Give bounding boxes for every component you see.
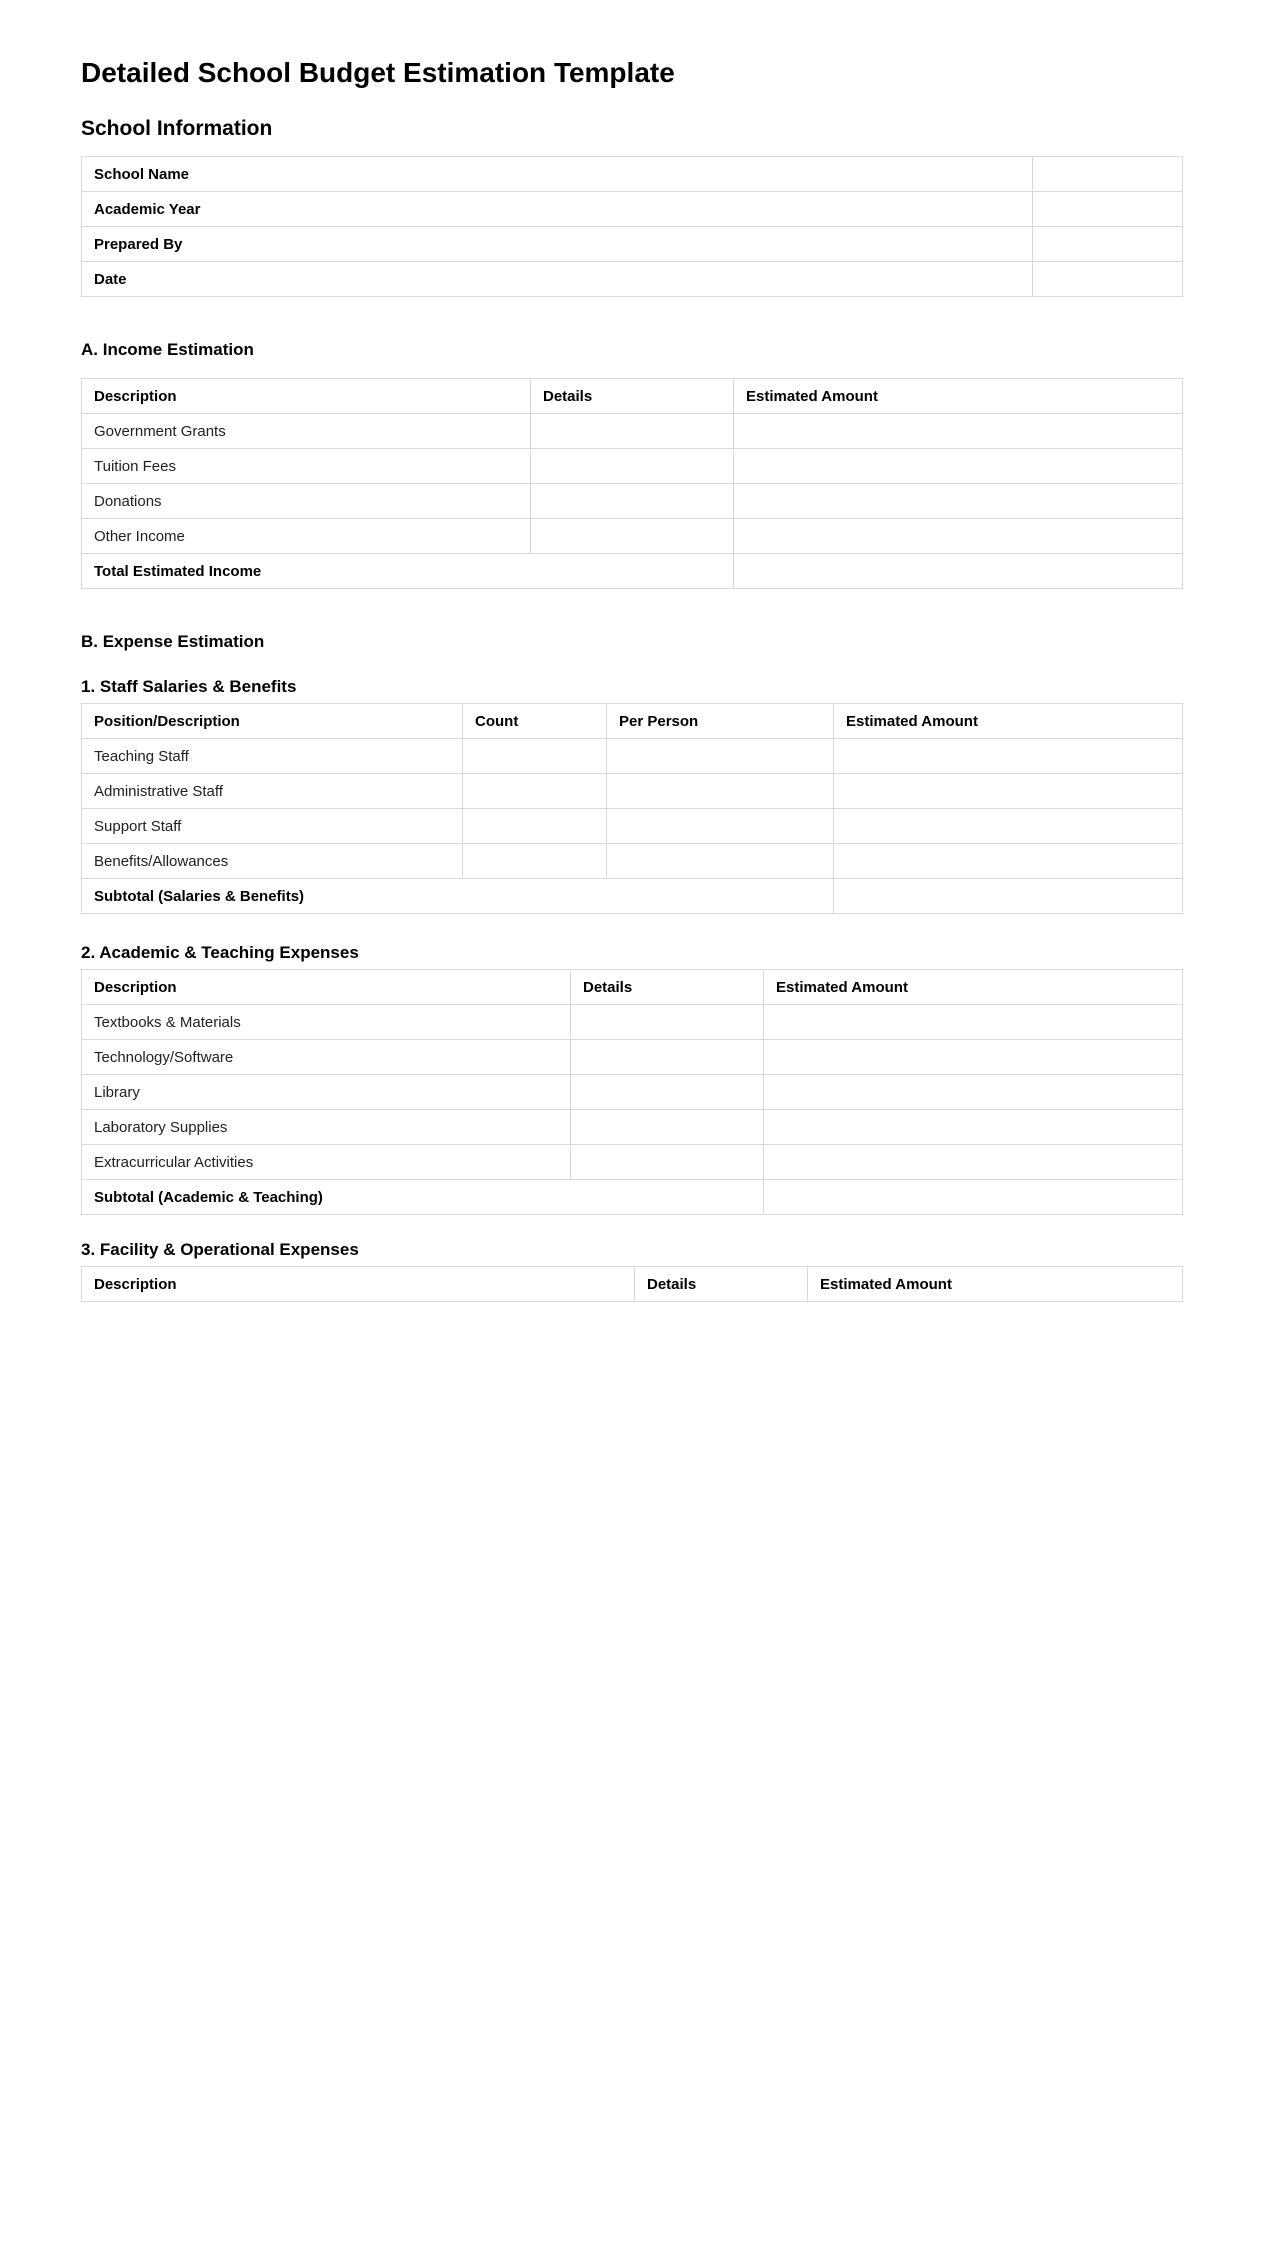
academic-amount-cell[interactable] (764, 1145, 1183, 1180)
table-row (82, 192, 1183, 227)
facility-col-description: Description (82, 1267, 635, 1302)
staff-subtotal-amount-cell[interactable] (834, 879, 1183, 914)
income-col-details: Details (531, 379, 734, 414)
academic-expenses-heading: 2. Academic & Teaching Expenses (81, 943, 359, 962)
expense-estimation-heading: B. Expense Estimation (81, 632, 265, 651)
academic-row-label: Textbooks & Materials (82, 1005, 571, 1040)
staff-col-amount: Estimated Amount (834, 704, 1183, 739)
staff-col-position: Position/Description (82, 704, 463, 739)
table-row (82, 774, 1183, 809)
table-row (82, 1110, 1183, 1145)
academic-details-cell[interactable] (571, 1110, 764, 1145)
income-amount-cell[interactable] (734, 414, 1183, 449)
income-amount-cell[interactable] (734, 484, 1183, 519)
prepared-by-label: Prepared By (82, 227, 1033, 262)
income-row-label: Government Grants (82, 414, 531, 449)
facility-expenses-table (81, 1266, 1183, 1302)
academic-amount-cell[interactable] (764, 1040, 1183, 1075)
academic-expenses-table (81, 969, 1183, 1215)
staff-amount-cell[interactable] (834, 809, 1183, 844)
table-row (82, 1040, 1183, 1075)
income-amount-cell[interactable] (734, 519, 1183, 554)
staff-col-count: Count (463, 704, 607, 739)
staff-row-label: Teaching Staff (82, 739, 463, 774)
staff-per-person-cell[interactable] (607, 809, 834, 844)
academic-details-cell[interactable] (571, 1145, 764, 1180)
staff-per-person-cell[interactable] (607, 774, 834, 809)
table-row (82, 484, 1183, 519)
academic-row-label: Library (82, 1075, 571, 1110)
facility-col-details: Details (635, 1267, 808, 1302)
table-total-row (82, 554, 1183, 589)
table-row (82, 227, 1183, 262)
school-information-heading: School Information (81, 117, 273, 140)
staff-salaries-table (81, 703, 1183, 914)
academic-col-details: Details (571, 970, 764, 1005)
academic-subtotal-label: Subtotal (Academic & Teaching) (82, 1180, 764, 1215)
academic-row-label: Extracurricular Activities (82, 1145, 571, 1180)
date-value-cell[interactable] (1033, 262, 1183, 297)
school-name-label: School Name (82, 157, 1033, 192)
income-row-label: Other Income (82, 519, 531, 554)
table-row (82, 739, 1183, 774)
table-row (82, 414, 1183, 449)
academic-details-cell[interactable] (571, 1005, 764, 1040)
academic-year-value-cell[interactable] (1033, 192, 1183, 227)
prepared-by-value-cell[interactable] (1033, 227, 1183, 262)
table-header-row (82, 704, 1183, 739)
income-row-label: Donations (82, 484, 531, 519)
table-row (82, 809, 1183, 844)
facility-col-amount: Estimated Amount (808, 1267, 1183, 1302)
table-row (82, 262, 1183, 297)
income-details-cell[interactable] (531, 449, 734, 484)
income-table (81, 378, 1183, 589)
table-row (82, 1145, 1183, 1180)
academic-details-cell[interactable] (571, 1075, 764, 1110)
table-header-row (82, 379, 1183, 414)
income-row-label: Tuition Fees (82, 449, 531, 484)
income-amount-cell[interactable] (734, 449, 1183, 484)
income-details-cell[interactable] (531, 484, 734, 519)
staff-salaries-heading: 1. Staff Salaries & Benefits (81, 677, 297, 696)
academic-row-label: Laboratory Supplies (82, 1110, 571, 1145)
staff-row-label: Benefits/Allowances (82, 844, 463, 879)
facility-expenses-heading: 3. Facility & Operational Expenses (81, 1240, 359, 1259)
staff-count-cell[interactable] (463, 774, 607, 809)
staff-per-person-cell[interactable] (607, 739, 834, 774)
income-total-label: Total Estimated Income (82, 554, 734, 589)
academic-subtotal-amount-cell[interactable] (764, 1180, 1183, 1215)
school-info-table (81, 156, 1183, 297)
table-total-row (82, 879, 1183, 914)
table-row (82, 157, 1183, 192)
academic-col-amount: Estimated Amount (764, 970, 1183, 1005)
academic-row-label: Technology/Software (82, 1040, 571, 1075)
table-header-row (82, 970, 1183, 1005)
table-row (82, 519, 1183, 554)
table-header-row (82, 1267, 1183, 1302)
academic-year-label: Academic Year (82, 192, 1033, 227)
staff-amount-cell[interactable] (834, 774, 1183, 809)
academic-amount-cell[interactable] (764, 1110, 1183, 1145)
income-estimation-heading: A. Income Estimation (81, 340, 254, 359)
page-title: Detailed School Budget Estimation Template (81, 57, 675, 88)
staff-count-cell[interactable] (463, 844, 607, 879)
school-name-value-cell[interactable] (1033, 157, 1183, 192)
staff-col-per-person: Per Person (607, 704, 834, 739)
academic-col-description: Description (82, 970, 571, 1005)
staff-per-person-cell[interactable] (607, 844, 834, 879)
table-row (82, 1075, 1183, 1110)
table-row (82, 844, 1183, 879)
table-row (82, 449, 1183, 484)
staff-count-cell[interactable] (463, 739, 607, 774)
staff-amount-cell[interactable] (834, 844, 1183, 879)
income-col-amount: Estimated Amount (734, 379, 1183, 414)
staff-subtotal-label: Subtotal (Salaries & Benefits) (82, 879, 834, 914)
date-label: Date (82, 262, 1033, 297)
income-details-cell[interactable] (531, 414, 734, 449)
staff-amount-cell[interactable] (834, 739, 1183, 774)
staff-row-label: Administrative Staff (82, 774, 463, 809)
income-col-description: Description (82, 379, 531, 414)
income-total-amount-cell[interactable] (734, 554, 1183, 589)
staff-row-label: Support Staff (82, 809, 463, 844)
academic-amount-cell[interactable] (764, 1075, 1183, 1110)
table-row (82, 1005, 1183, 1040)
staff-count-cell[interactable] (463, 809, 607, 844)
academic-amount-cell[interactable] (764, 1005, 1183, 1040)
income-details-cell[interactable] (531, 519, 734, 554)
academic-details-cell[interactable] (571, 1040, 764, 1075)
table-total-row (82, 1180, 1183, 1215)
